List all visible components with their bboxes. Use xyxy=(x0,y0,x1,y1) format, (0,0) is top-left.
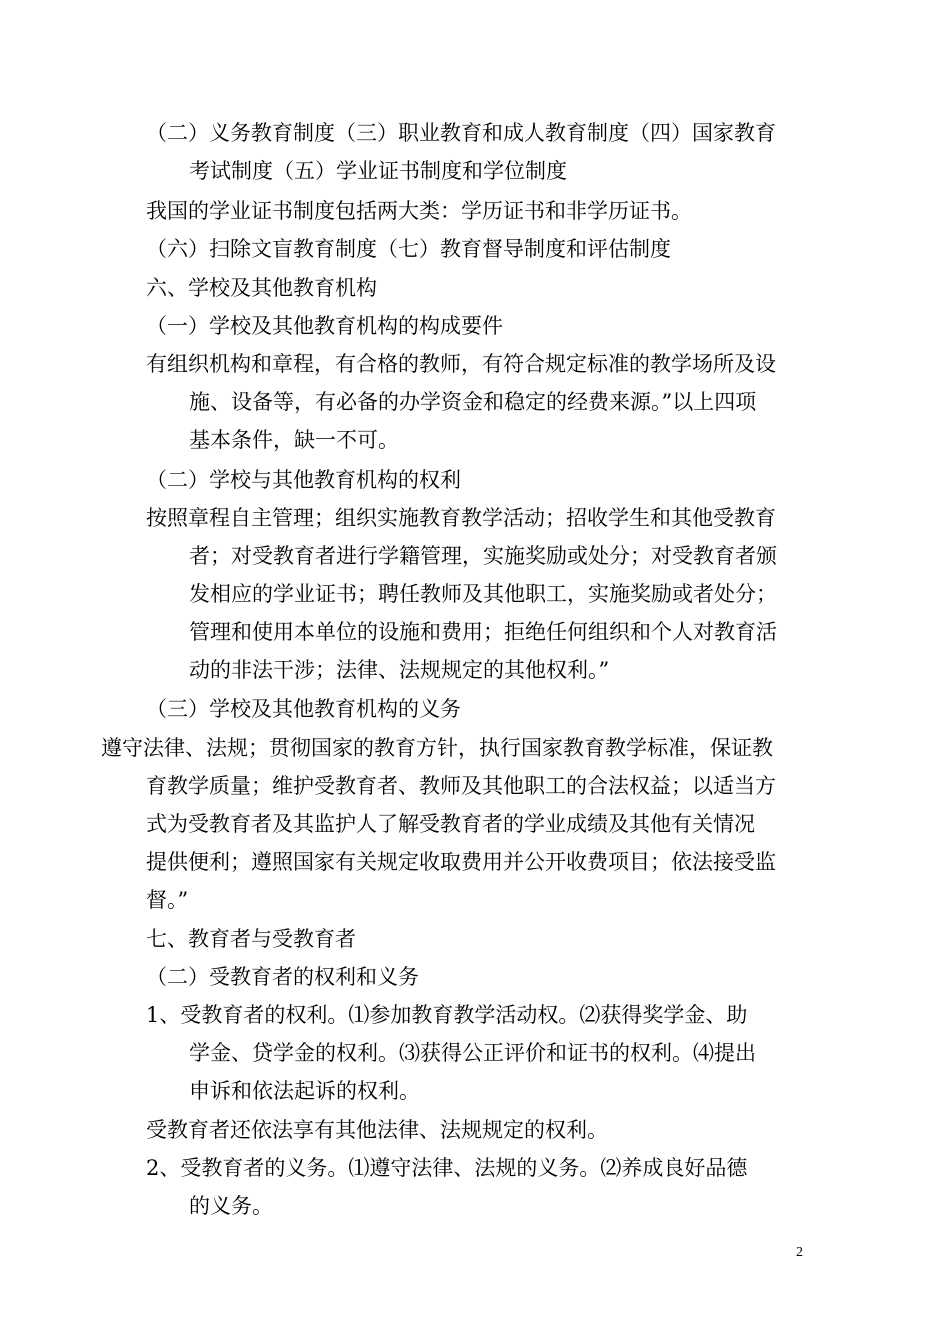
text-line: （二）义务教育制度（三）职业教育和成人教育制度（四）国家教育 xyxy=(146,121,776,145)
text-line: 发相应的学业证书；聘任教师及其他职工，实施奖励或者处分； xyxy=(189,582,777,606)
text-line: （六）扫除文盲教育制度（七）教育督导制度和评估制度 xyxy=(146,237,671,261)
text-line: 有组织机构和章程，有合格的教师，有符合规定标准的教学场所及设 xyxy=(146,352,776,376)
text-line: 的义务。 xyxy=(189,1194,273,1218)
heading-section-7 xyxy=(146,920,356,958)
paragraph-learner-duties xyxy=(146,1149,747,1225)
text-line: 管理和使用本单位的设施和费用；拒绝任何组织和个人对教育活 xyxy=(189,620,777,644)
subheading-learner-rights-duties xyxy=(146,958,419,996)
text-line: （二）学校与其他教育机构的权利 xyxy=(146,468,461,492)
text-line: 遵守法律、法规；贯彻国家的教育方针，执行国家教育教学标准，保证教 xyxy=(101,736,773,760)
text-line: 2、受教育者的义务。⑴遵守法律、法规的义务。⑵养成良好品德 xyxy=(146,1156,748,1180)
text-line: 1、受教育者的权利。⑴参加教育教学活动权。⑵获得奖学金、助 xyxy=(146,1003,748,1027)
text-line: 者；对受教育者进行学籍管理，实施奖励或处分；对受教育者颁 xyxy=(189,544,777,568)
text-line: 按照章程自主管理；组织实施教育教学活动；招收学生和其他受教育 xyxy=(146,506,776,530)
text-line: 式为受教育者及其监护人了解受教育者的学业成绩及其他有关情况 xyxy=(146,812,755,836)
text-line: 申诉和依法起诉的权利。 xyxy=(189,1079,420,1103)
paragraph-requirements xyxy=(146,345,776,459)
paragraph-certificate-types xyxy=(146,192,692,230)
text-line: 育教学质量；维护受教育者、教师及其他职工的合法权益；以适当方 xyxy=(146,774,776,798)
text-line: （一）学校及其他教育机构的构成要件 xyxy=(146,314,503,338)
text-line: 七、教育者与受教育者 xyxy=(146,927,356,951)
text-line: 提供便利；遵照国家有关规定收取费用并公开收费项目；依法接受监 xyxy=(146,850,776,874)
subheading-rights xyxy=(146,461,461,499)
paragraph-learner-rights xyxy=(146,996,756,1110)
text-line: 受教育者还依法享有其他法律、法规规定的权利。 xyxy=(146,1118,608,1142)
text-line: 学金、贷学金的权利。⑶获得公正评价和证书的权利。⑷提出 xyxy=(189,1041,756,1065)
text-line: 施、设备等，有必备的办学资金和稳定的经费来源。”以上四项 xyxy=(189,390,757,414)
heading-section-6 xyxy=(146,269,377,307)
text-line: 基本条件，缺一不可。 xyxy=(189,428,399,452)
paragraph-education-systems xyxy=(146,114,776,190)
text-line: （二）受教育者的权利和义务 xyxy=(146,965,419,989)
text-line: 督。” xyxy=(146,888,189,912)
subheading-duties xyxy=(146,690,461,728)
text-line: 六、学校及其他教育机构 xyxy=(146,276,377,300)
paragraph-rights xyxy=(146,499,777,689)
text-line: （三）学校及其他教育机构的义务 xyxy=(146,697,461,721)
paragraph-other-rights xyxy=(146,1111,608,1149)
subheading-requirements xyxy=(146,307,503,345)
page-number: 2 xyxy=(796,1245,803,1260)
text-line: 考试制度（五）学业证书制度和学位制度 xyxy=(189,159,567,183)
text-line: 我国的学业证书制度包括两大类：学历证书和非学历证书。 xyxy=(146,199,692,223)
text-line: 动的非法干涉；法律、法规规定的其他权利。” xyxy=(189,658,610,682)
paragraph-duties xyxy=(101,729,776,919)
paragraph-literacy-supervision xyxy=(146,230,671,268)
